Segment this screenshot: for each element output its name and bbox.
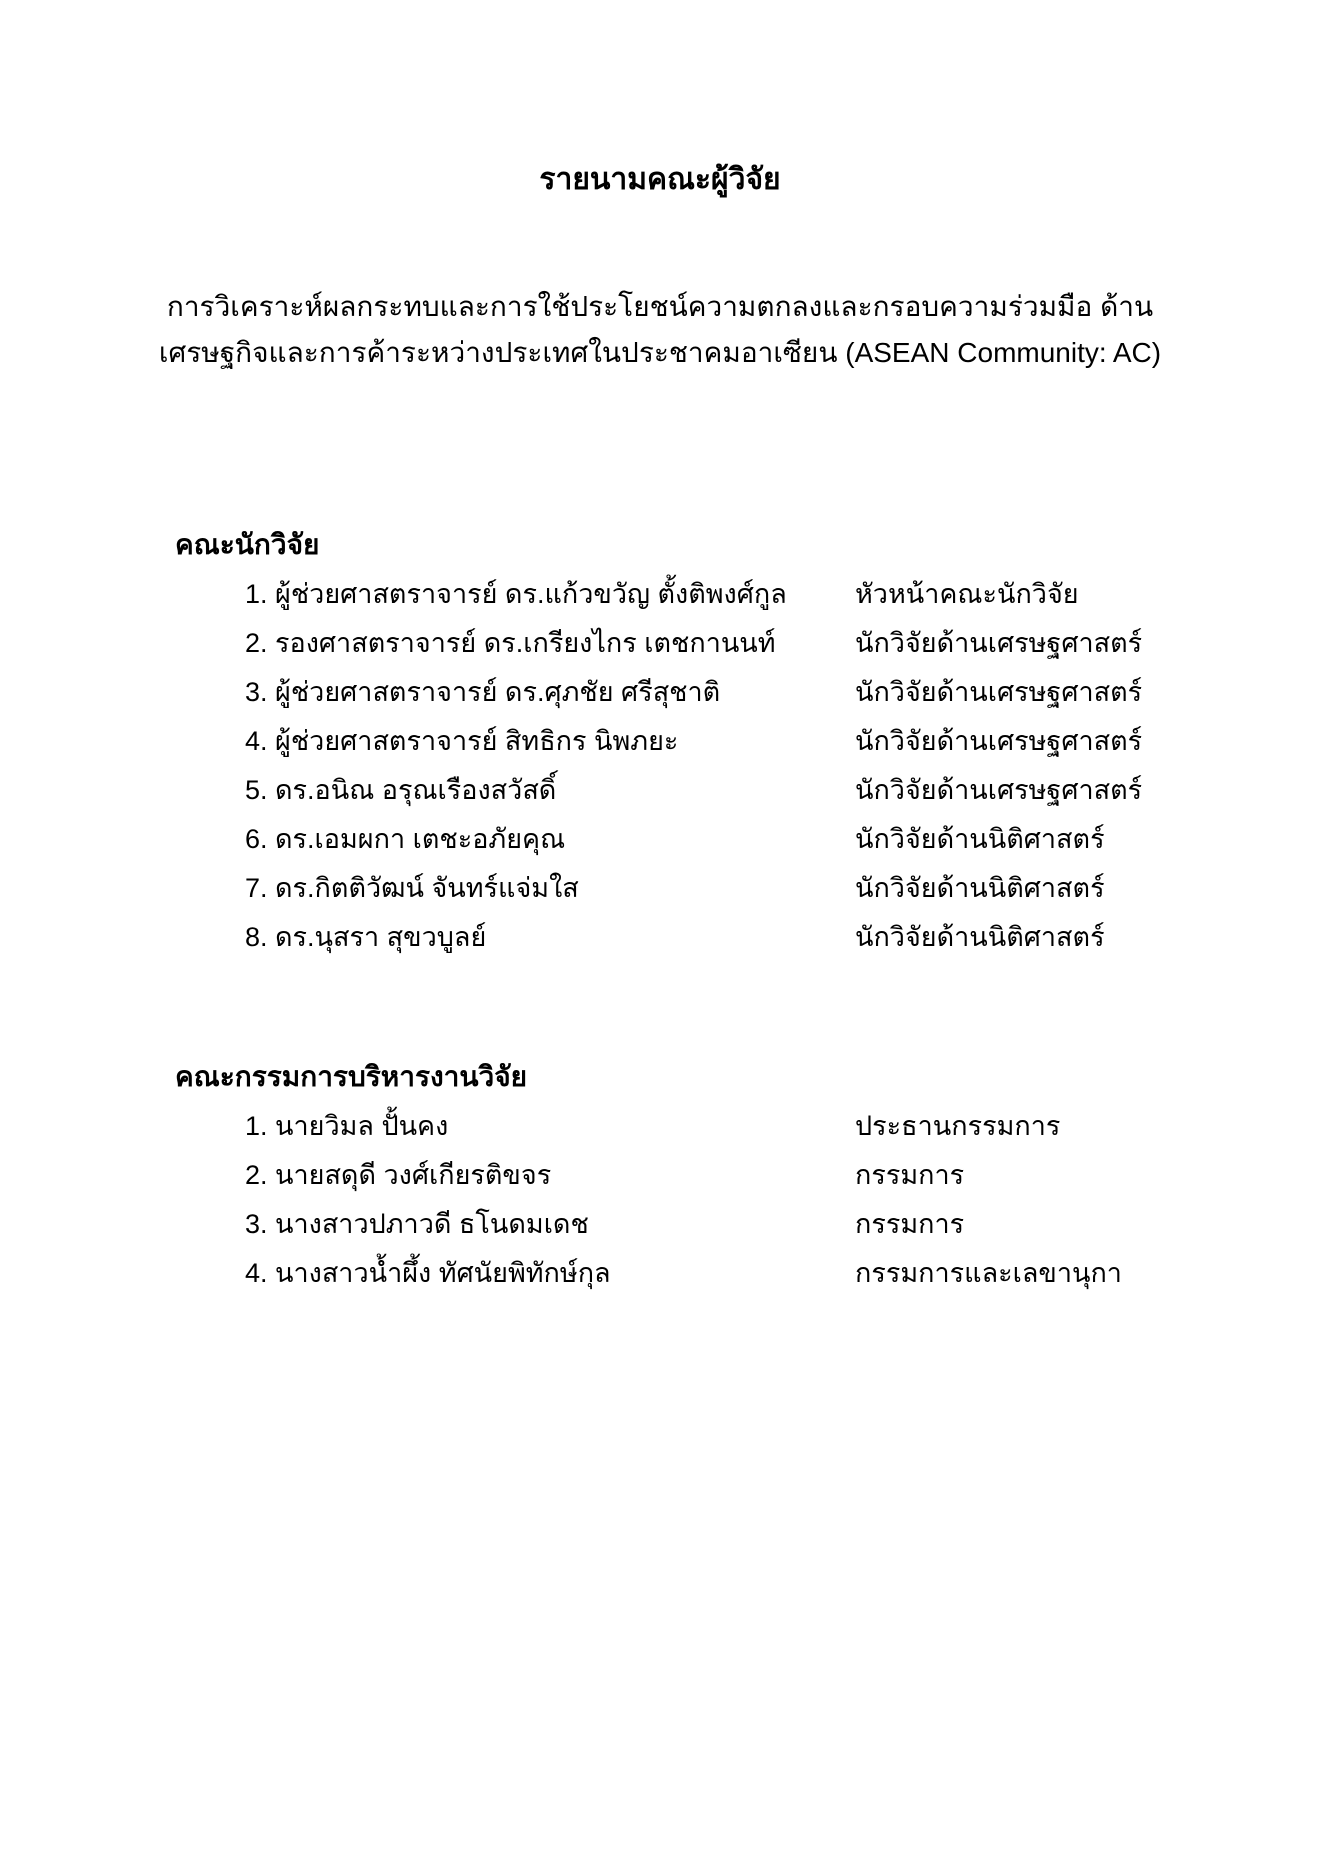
member-role: กรรมการ (855, 1160, 965, 1190)
member-role: กรรมการ (855, 1209, 965, 1239)
member-name: 5. ดร.อนิณ อรุณเรืองสวัสดิ์ (245, 775, 557, 805)
member-role: นักวิจัยด้านเศรษฐศาสตร์ (855, 726, 1143, 756)
member-role: นักวิจัยด้านเศรษฐศาสตร์ (855, 628, 1143, 658)
member-role: หัวหน้าคณะนักวิจัย (855, 579, 1079, 609)
member-name: 7. ดร.กิตติวัฒน์ จันทร์แจ่มใส (245, 873, 579, 903)
member-role: นักวิจัยด้านเศรษฐศาสตร์ (855, 677, 1143, 707)
member-row (0, 717, 1320, 766)
member-name: 3. ผู้ช่วยศาสตราจารย์ ดร.ศุภชัย ศรีสุชาติ (245, 677, 721, 707)
member-role: นักวิจัยด้านนิติศาสตร์ (855, 873, 1105, 903)
member-row (0, 864, 1320, 913)
member-name: 2. นายสดุดี วงศ์เกียรติขจร (245, 1160, 552, 1190)
member-name: 1. ผู้ช่วยศาสตราจารย์ ดร.แก้วขวัญ ตั้งติพงศ์กูล (245, 579, 787, 609)
member-name: 1. นายวิมล ปั้นคง (245, 1111, 449, 1141)
member-role: ประธานกรรมการ (855, 1111, 1061, 1141)
member-row (0, 766, 1320, 815)
member-row (0, 1151, 1320, 1200)
page-title: รายนามคณะผู้วิจัย (539, 163, 781, 196)
member-row (0, 619, 1320, 668)
member-row (0, 668, 1320, 717)
member-list (0, 570, 1320, 962)
member-name: 6. ดร.เอมผกา เตชะอภัยคุณ (245, 824, 566, 854)
member-name: 4. นางสาวน้ำผึ้ง ทัศนัยพิทักษ์กุล (245, 1258, 611, 1288)
section-research-committee (0, 1052, 1320, 1298)
member-name: 4. ผู้ช่วยศาสตราจารย์ สิทธิกร นิพภยะ (245, 726, 679, 756)
member-role: กรรมการและเลขานุกา (855, 1258, 1122, 1288)
member-name: 2. รองศาสตราจารย์ ดร.เกรียงไกร เตชกานนท์ (245, 628, 776, 658)
member-row (0, 913, 1320, 962)
member-role: นักวิจัยด้านเศรษฐศาสตร์ (855, 775, 1143, 805)
member-row (0, 1249, 1320, 1298)
member-name: 8. ดร.นุสรา สุขวบูลย์ (245, 922, 487, 952)
member-role: นักวิจัยด้านนิติศาสตร์ (855, 824, 1105, 854)
member-row (0, 1102, 1320, 1151)
member-list (0, 1102, 1320, 1298)
member-row (0, 1200, 1320, 1249)
member-role: นักวิจัยด้านนิติศาสตร์ (855, 922, 1105, 952)
section-heading: คณะนักวิจัย (175, 529, 320, 560)
section-heading: คณะกรรมการบริหารงานวิจัย (175, 1061, 528, 1092)
section-research-team (0, 520, 1320, 962)
member-name: 3. นางสาวปภาวดี ธโนดมเดช (245, 1209, 589, 1239)
member-row (0, 815, 1320, 864)
member-row (0, 570, 1320, 619)
project-title (0, 284, 1320, 376)
project-title-line-1: การวิเคราะห์ผลกระทบและการใช้ประโยชน์ความตกลงและกรอบความร่วมมือ ด้าน (166, 291, 1154, 322)
project-title-line-2: เศรษฐกิจและการค้าระหว่างประเทศในประชาคมอาเซียน (ASEAN Community: AC) (158, 337, 1162, 368)
